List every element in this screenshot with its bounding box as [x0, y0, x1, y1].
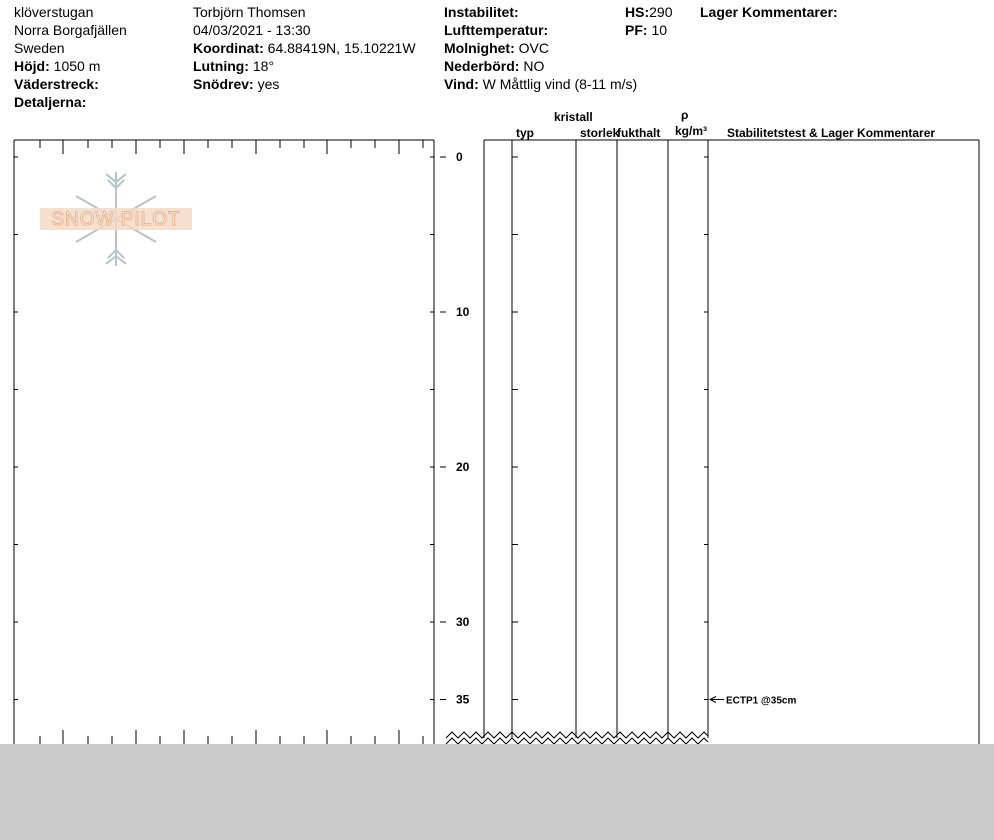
- country: Sweden: [14, 40, 65, 56]
- wind-value: W Måttlig vind (8-11 m/s): [482, 76, 638, 92]
- wind-label: Vind:: [444, 76, 479, 92]
- slope-label: Lutning:: [193, 58, 249, 74]
- hardness-graph: [14, 140, 434, 744]
- snowpilot-logo: [40, 172, 192, 266]
- depth-tick-label: 30: [456, 615, 470, 629]
- depth-tick-label: 0: [456, 150, 463, 164]
- layer-table: [446, 140, 979, 744]
- airtemp-label: Lufttemperatur:: [444, 22, 549, 38]
- depth-axis: [440, 150, 470, 707]
- area: Norra Borgafjällen: [14, 22, 127, 38]
- precip-value: NO: [523, 58, 545, 74]
- hardness-bottom-ticks: [40, 730, 423, 744]
- col-size-header: storlek: [580, 126, 620, 140]
- col-rho-header: ρ: [681, 108, 689, 122]
- details-label: Detaljerna:: [14, 94, 87, 110]
- table-depth-ticks: [512, 157, 708, 700]
- col-type-header: typ: [516, 126, 534, 140]
- hs-value: 290: [649, 4, 673, 20]
- pf-label: PF:: [625, 22, 648, 38]
- coord-value: 64.88419N, 15.10221W: [267, 40, 416, 56]
- hardness-top-ticks: [40, 140, 423, 154]
- sky-value: OVC: [518, 40, 549, 56]
- hs-label: HS:: [625, 4, 650, 20]
- stability-tests: [710, 696, 796, 707]
- drift-label: Snödrev:: [193, 76, 254, 92]
- depth-tick-label: 10: [456, 305, 470, 319]
- elevation-value: 1050 m: [53, 58, 101, 74]
- break-zigzag-1: [446, 732, 708, 738]
- aspect-label: Väderstreck:: [14, 76, 99, 92]
- coord-label: Koordinat:: [193, 40, 264, 56]
- col-stability-header: Stabilitetstest & Lager Kommentarer: [727, 126, 936, 140]
- slope-value: 18°: [252, 58, 275, 74]
- pf-value: 10: [651, 22, 668, 38]
- drift-value: yes: [257, 76, 280, 92]
- observer: Torbjörn Thomsen: [193, 4, 306, 20]
- depth-tick-label: 35: [456, 692, 470, 707]
- location: klöverstugan: [14, 4, 94, 20]
- stability-test-label: ECTP1 @35cm: [726, 695, 797, 707]
- col-density-unit: kg/m³: [675, 124, 708, 138]
- col-crystal-header: kristall: [554, 110, 593, 124]
- datetime: 04/03/2021 - 13:30: [193, 22, 311, 38]
- precip-label: Nederbörd:: [444, 58, 520, 74]
- col-moisture-header: fukthalt: [617, 126, 661, 140]
- hardness-side-ticks: [14, 157, 434, 700]
- depth-tick-label: 20: [456, 460, 470, 474]
- logo-text: SNOW PILOT: [51, 209, 181, 230]
- sky-label: Molnighet:: [444, 40, 515, 56]
- bottom-band: [0, 744, 994, 840]
- instability-label: Instabilitet:: [444, 4, 519, 20]
- elevation-label: Höjd:: [14, 58, 50, 74]
- layer-comments-label: Lager Kommentarer:: [700, 4, 838, 20]
